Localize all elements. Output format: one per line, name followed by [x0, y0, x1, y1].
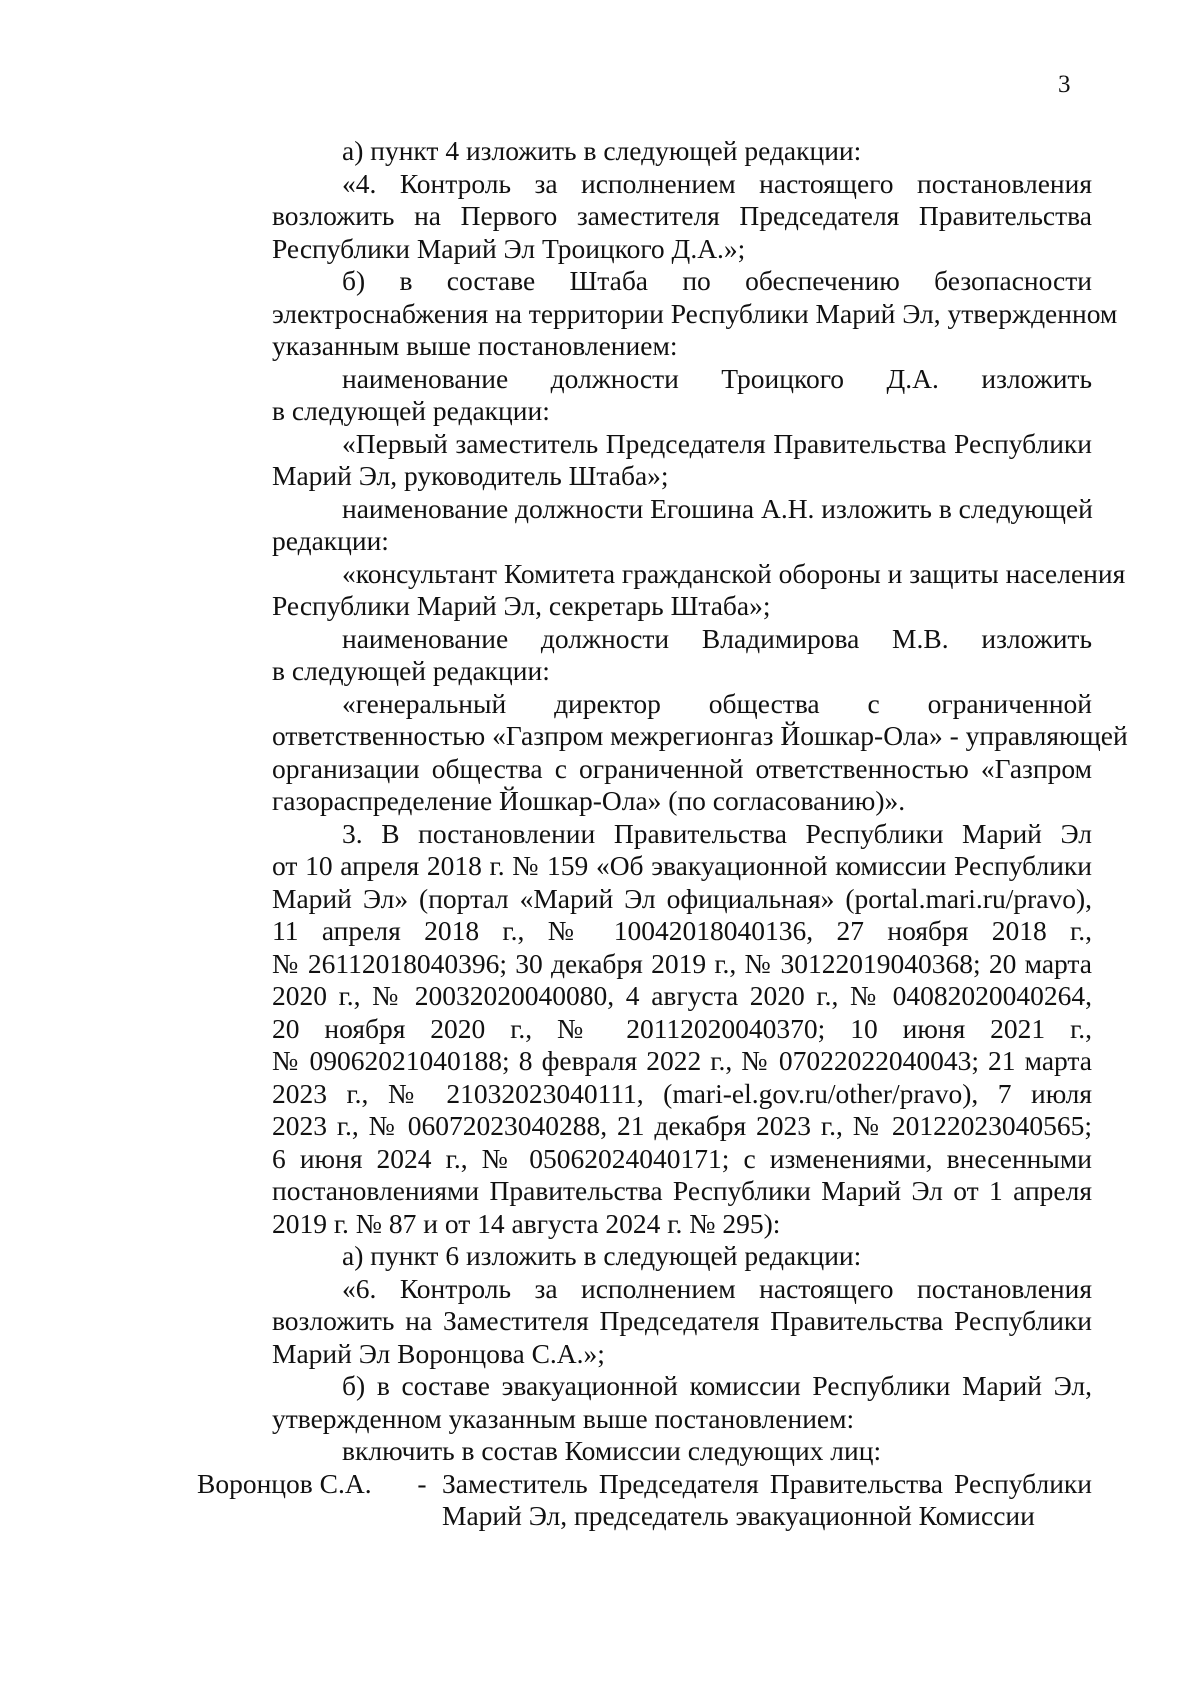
page-number: 3: [1058, 71, 1071, 98]
text-line: от 10 апреля 2018 г. № 159 «Об эвакуационной комиссии Республики: [272, 850, 1092, 881]
paragraph-4: [202, 363, 1092, 428]
text-line: Марий Эл» (портал «Марий Эл официальная» (portal.mari.ru/pravo),: [272, 882, 1092, 914]
text-line: а) пункт 4 изложить в следующей редакции:: [342, 135, 862, 166]
document-body: [197, 135, 1128, 1533]
text-line: 3. В постановлении Правительства Республики Марий Эл: [342, 817, 1092, 849]
text-line: «Первый заместитель Председателя Правительства Республики: [342, 427, 1092, 459]
text-line: Республики Марий Эл, секретарь Штаба»;: [272, 590, 771, 621]
paragraph-9: [202, 687, 1128, 818]
text-line: 6 июня 2024 г., № 05062024040171; с изменениями, внесенными: [272, 1142, 1092, 1174]
text-line: утвержденном указанным выше постановлением:: [272, 1402, 855, 1434]
text-line: Марий Эл, руководитель Штаба»;: [272, 460, 669, 491]
text-line: 20 ноября 2020 г., № 20112020040370; 10 июня 2021 г.,: [272, 1012, 1092, 1044]
paragraph-5: [202, 428, 1092, 493]
text-line: № 26112018040396; 30 декабря 2019 г., № 30122019040368; 20 марта: [272, 947, 1092, 979]
text-line: а) пункт 6 изложить в следующей редакции:: [342, 1240, 862, 1271]
text-line: указанным выше постановлением:: [272, 330, 678, 361]
text-line: организации общества с ограниченной ответственностью «Газпром: [272, 752, 1092, 784]
paragraph-6: [202, 493, 1092, 558]
member-dash: -: [417, 1467, 427, 1499]
paragraph-13: [202, 1370, 1092, 1435]
paragraph-12: [202, 1273, 1092, 1371]
paragraph-10: [202, 818, 1092, 1241]
text-line: постановлениями Правительства Республики Марий Эл от 1 апреля: [272, 1175, 1092, 1206]
text-line: возложить на Заместителя Председателя Правительства Республики: [272, 1305, 1092, 1336]
text-line: наименование должности Владимирова М.В. изложить: [342, 622, 1092, 654]
paragraph-11: [202, 1240, 1092, 1273]
text-line: ответственностью «Газпром межрегионгаз Йошкар-Ола» - управляющей: [272, 720, 1128, 751]
text-line: наименование должности Троицкого Д.А. изложить: [342, 362, 1092, 394]
text-line: «генеральный директор общества с ограниченной: [342, 687, 1092, 719]
paragraph-3: [202, 265, 1118, 363]
commission-member: [197, 1468, 1092, 1533]
text-line: в следующей редакции:: [272, 395, 550, 426]
text-line: 2023 г., № 06072023040288, 21 декабря 2023 г., № 20122023040565;: [272, 1110, 1092, 1141]
text-line: б) в составе Штаба по обеспечению безопасности: [342, 265, 1092, 296]
text-line: наименование должности Егошина А.Н. изложить в следующей: [342, 492, 1093, 524]
text-line: включить в состав Комиссии следующих лиц:: [342, 1435, 882, 1466]
text-line: электроснабжения на территории Республики Марий Эл, утвержденном: [272, 297, 1118, 329]
text-line: в следующей редакции:: [272, 655, 550, 686]
text-line: № 09062021040188; 8 февраля 2022 г., № 07022022040043; 21 марта: [272, 1045, 1092, 1076]
member-name: Воронцов С.А.: [197, 1467, 372, 1499]
paragraph-2: [202, 168, 1092, 266]
text-line: б) в составе эвакуационной комиссии Республики Марий Эл,: [342, 1370, 1092, 1401]
text-line: 2019 г. № 87 и от 14 августа 2024 г. № 295):: [272, 1207, 781, 1239]
text-line: Марий Эл Воронцова С.А.»;: [272, 1337, 605, 1369]
text-line: «консультант Комитета гражданской обороны и защиты населения: [342, 557, 1126, 589]
paragraph-8: [202, 623, 1092, 688]
text-line: возложить на Первого заместителя Председателя Правительства: [272, 200, 1092, 231]
text-line: газораспределение Йошкар-Ола» (по согласованию)».: [272, 785, 906, 816]
text-line: 2023 г., № 21032023040111, (mari-el.gov.ru/other/pravo), 7 июля: [272, 1077, 1092, 1109]
text-line: редакции:: [272, 525, 389, 556]
text-line: «4. Контроль за исполнением настоящего постановления: [342, 167, 1092, 199]
text-line: 2020 г., № 20032020040080, 4 августа 2020 г., № 04082020040264,: [272, 980, 1092, 1011]
paragraph-7: [202, 557, 1126, 623]
paragraph-14: [202, 1435, 1092, 1468]
paragraph-1: [202, 135, 1092, 168]
text-line: 11 апреля 2018 г., № 10042018040136, 27 ноября 2018 г.,: [272, 915, 1092, 946]
text-line: Республики Марий Эл Троицкого Д.А.»;: [272, 232, 746, 264]
member-role: Заместитель Председателя Правительства Республики Марий Эл, председатель эвакуационной Комиссии: [442, 1467, 1092, 1531]
text-line: «6. Контроль за исполнением настоящего постановления: [342, 1272, 1092, 1304]
